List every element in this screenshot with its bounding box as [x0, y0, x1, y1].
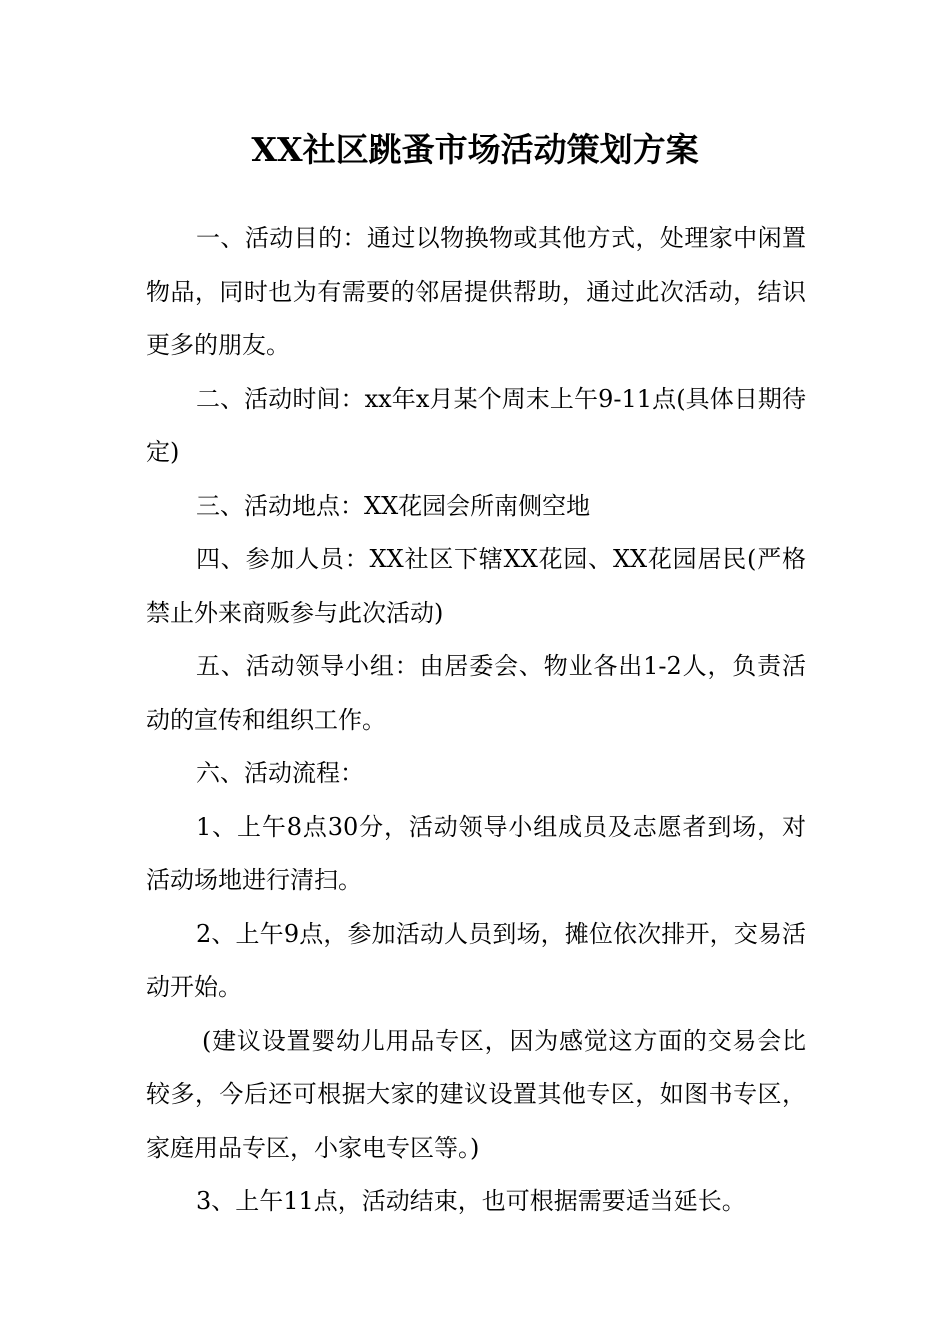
paragraph-participants: 四、参加人员：XX社区下辖XX花园、XX花园居民(严格禁止外来商贩参与此次活动): [146, 545, 806, 627]
paragraph-purpose: 一、活动目的：通过以物换物或其他方式，处理家中闲置物品，同时也为有需要的邻居提供帮助，通过此次活动，结识更多的朋友。: [146, 224, 806, 359]
paragraph-step-1: 1、上午8点30分，活动领导小组成员及志愿者到场，对活动场地进行清扫。: [146, 812, 806, 894]
paragraph-time: 二、活动时间：xx年x月某个周末上午9-11点(具体日期待定): [146, 384, 806, 466]
paragraph-suggestion: (建议设置婴幼儿用品专区，因为感觉这方面的交易会比较多，今后还可根据大家的建议设置其他专区，如图书专区，家庭用品专区，小家电专区等。): [146, 1026, 806, 1162]
document-title: XX社区跳蚤市场活动策划方案: [251, 130, 699, 169]
paragraph-leadership: 五、活动领导小组：由居委会、物业各出1-2人，负责活动的宣传和组织工作。: [146, 652, 806, 734]
paragraph-process-heading: 六、活动流程：: [196, 759, 364, 787]
paragraph-step-3: 3、上午11点，活动结束，也可根据需要适当延长。: [196, 1187, 746, 1215]
paragraph-step-2: 2、上午9点，参加活动人员到场，摊位依次排开，交易活动开始。: [146, 919, 806, 1001]
document-body: [146, 212, 806, 1229]
paragraph-location: 三、活动地点：XX花园会所南侧空地: [196, 491, 591, 520]
